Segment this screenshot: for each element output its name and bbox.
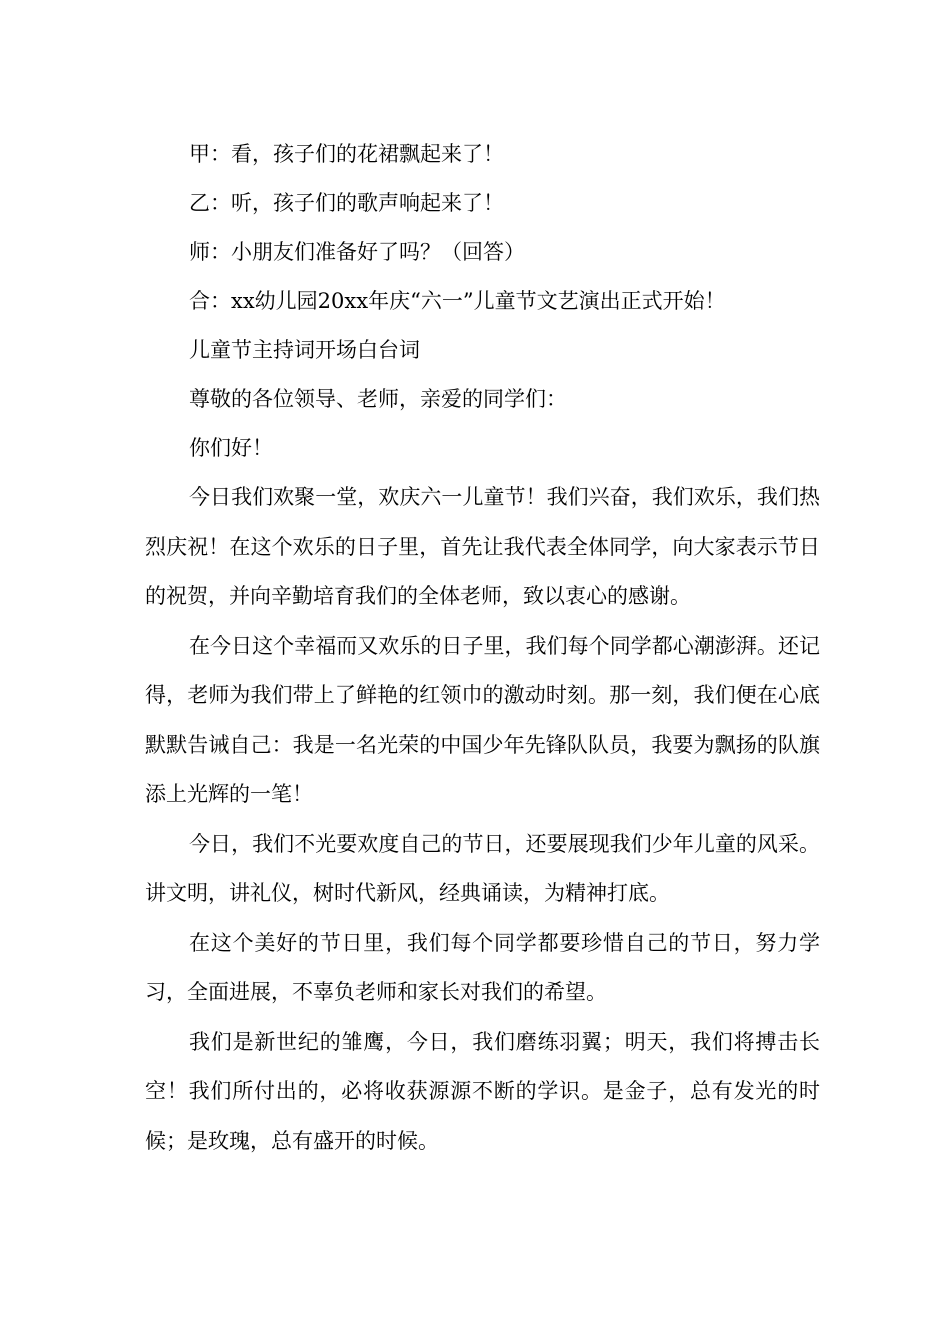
body-paragraph: 在今日这个幸福而又欢乐的日子里，我们每个同学都心潮澎湃。还记得，老师为我们带上了鲜艳的红领巾的激动时刻。那一刻，我们便在心底默默告诫自己：我是一名光荣的中国少年先锋队队员，我要为飘扬的队旗添上光辉的一笔！ (145, 633, 820, 806)
dialogue-line-together: 合：xx幼儿园20xx年庆“六一”儿童节文艺演出正式开始！ (189, 289, 726, 313)
greeting: 你们好！ (189, 436, 273, 460)
dialogue-line-yi: 乙：听，孩子们的歌声响起来了！ (189, 191, 504, 215)
body-paragraph: 今日我们欢聚一堂，欢庆六一儿童节！我们兴奋，我们欢乐，我们热烈庆祝！在这个欢乐的日子里，首先让我代表全体同学，向大家表示节日的祝贺，并向辛勤培育我们的全体老师，致以衷心的感谢。 (145, 485, 820, 608)
body-paragraph: 今日，我们不光要欢度自己的节日，还要展现我们少年儿童的风采。讲文明，讲礼仪，树时代新风，经典诵读，为精神打底。 (145, 831, 820, 905)
body-paragraph: 在这个美好的节日里，我们每个同学都要珍惜自己的节日，努力学习，全面进展，不辜负老师和家长对我们的希望。 (145, 930, 820, 1004)
document-body (145, 130, 820, 1166)
section-title: 儿童节主持词开场白台词 (189, 338, 420, 362)
body-paragraph: 我们是新世纪的雏鹰，今日，我们磨练羽翼；明天，我们将搏击长空！我们所付出的，必将收获源源不断的学识。是金子，总有发光的时候；是玫瑰，总有盛开的时候。 (145, 1029, 820, 1153)
dialogue-line-jia: 甲：看，孩子们的花裙飘起来了！ (189, 142, 504, 166)
dialogue-line-teacher: 师：小朋友们准备好了吗？（回答） (189, 240, 525, 264)
salutation: 尊敬的各位领导、老师，亲爱的同学们： (189, 387, 567, 411)
